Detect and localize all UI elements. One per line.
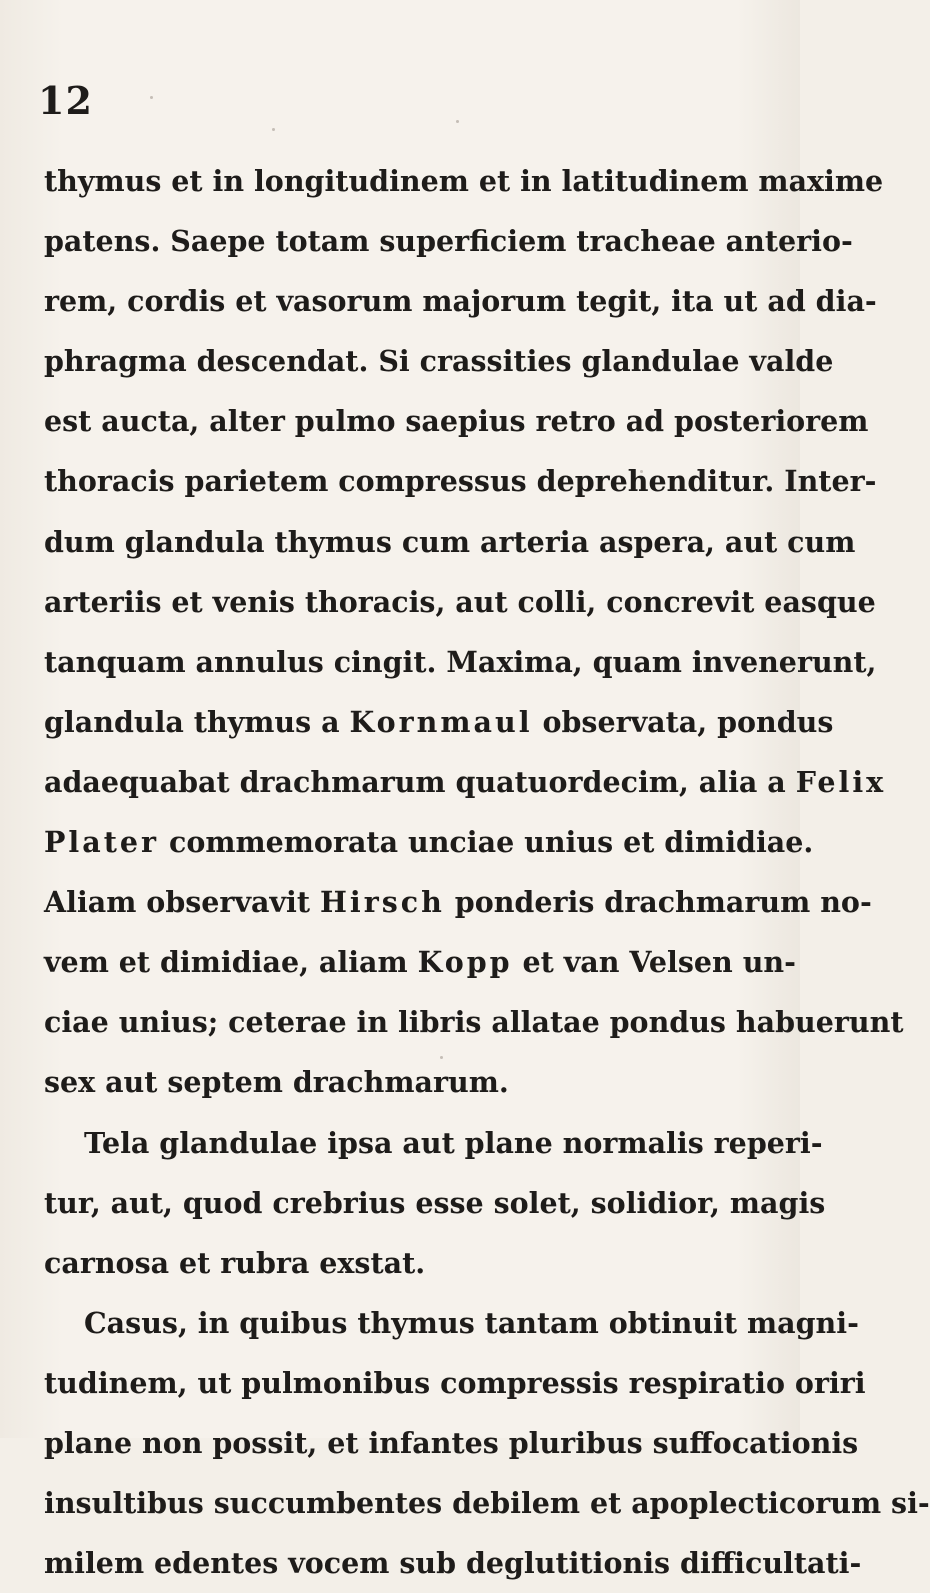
text-line: patens. Saepe totam superficiem tracheae anterio- [44, 224, 853, 259]
text-line: milem edentes vocem sub deglutitionis difficultati- [44, 1546, 862, 1581]
paragraph-start: Casus, in quibus thymus tantam obtinuit magni- [84, 1305, 859, 1340]
text-line: est aucta, alter pulmo saepius retro ad posteriorem [44, 404, 869, 439]
body-text [44, 151, 930, 1593]
author-name: Kopp [417, 945, 513, 980]
text-line: rem, cordis et vasorum majorum tegit, ita ut ad dia- [44, 284, 877, 319]
paper-speck [150, 96, 153, 99]
text-line: dum glandula thymus cum arteria aspera, aut cum [44, 524, 856, 559]
paragraph-start: Tela glandulae ipsa aut plane normalis reperi- [84, 1125, 823, 1160]
text-line: thymus et in longitudinem et in latitudinem maxime [44, 164, 884, 198]
text-line: plane non possit, et infantes pluribus suffocationis [44, 1425, 859, 1460]
author-name: Hirsch [319, 885, 445, 920]
text-line: tur, aut, quod crebrius esse solet, solidior, magis [44, 1185, 826, 1220]
text-line: thoracis parietem compressus deprehenditur. Inter- [44, 464, 877, 499]
author-name: Felix [795, 764, 887, 799]
author-name: Kornmaul [349, 704, 533, 739]
page-number: 12 [38, 78, 93, 123]
paper-speck [456, 120, 459, 123]
text-line: phragma descendat. Si crassities glandulae valde [44, 344, 834, 379]
text-line: sex aut septem drachmarum. [44, 1065, 509, 1100]
text-line: glandula thymus a Kornmaul observata, pondus [44, 704, 834, 739]
text-line: Aliam observavit Hirsch ponderis drachmarum no- [44, 885, 872, 920]
text-line: insultibus succumbentes debilem et apoplecticorum si- [44, 1486, 930, 1521]
text-line: arteriis et venis thoracis, aut colli, concrevit easque [44, 584, 876, 619]
paper-speck [272, 128, 275, 131]
text-line: tudinem, ut pulmonibus compressis respiratio oriri [44, 1365, 866, 1400]
text-line: ciae unius; ceterae in libris allatae pondus habuerunt [44, 1005, 904, 1040]
text-line: tanquam annulus cingit. Maxima, quam invenerunt, [44, 644, 877, 679]
text-line: adaequabat drachmarum quatuordecim, alia a Felix [44, 764, 887, 799]
author-name: Plater [44, 825, 160, 860]
text-line: carnosa et rubra exstat. [44, 1245, 426, 1280]
text-line: vem et dimidiae, aliam Kopp et van Velsen un- [44, 945, 796, 980]
text-line: Plater commemorata unciae unius et dimidiae. [44, 825, 814, 860]
